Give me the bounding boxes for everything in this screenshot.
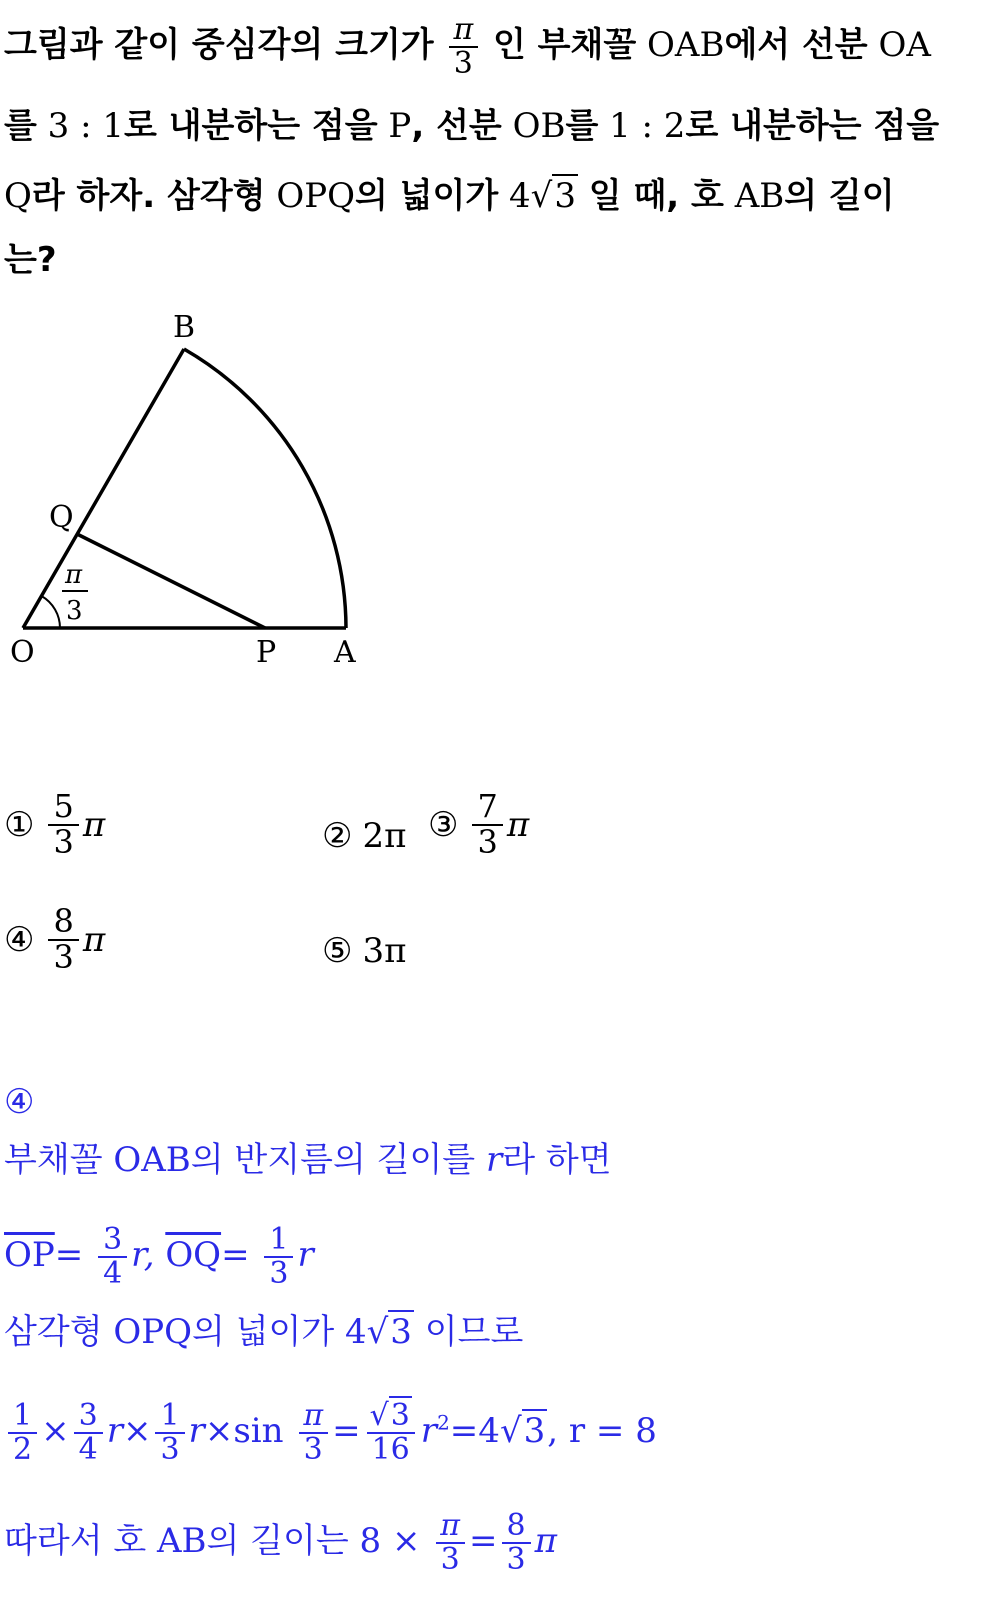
label-Q: Q (49, 500, 74, 535)
problem-line-3: Q라 하자. 삼각형 OPQ의 넓이가 4√3 일 때, 호 AB의 길이 (4, 176, 895, 216)
segment-QP (77, 534, 265, 628)
solution-answer: ④ (4, 1082, 35, 1122)
choice-3[interactable]: ③ $\frac{7}{3}$ π (428, 787, 530, 861)
angle-label-den: 3 (66, 596, 83, 626)
label-O: O (10, 635, 35, 670)
segment-OB (23, 349, 184, 628)
fraction: $\frac{\pi}{3}$ (448, 14, 478, 79)
angle-label-num: π (65, 560, 83, 590)
solution-line-3: 삼각형 OPQ의 넓이가 4√3 이므로 (4, 1312, 524, 1352)
label-B: B (173, 310, 196, 345)
angle-mark (42, 596, 61, 628)
solution-line-5: 따라서 호 AB의 길이는 8 × $\frac{\pi}{3}$ = $\frac{8}{3}$ π (4, 1508, 557, 1577)
solution-line-4: $\frac{1}{2}$ × $\frac{3}{4}$ r× $\frac{1}{3}$ r×sin $\frac{\pi}{3}$ = $\frac{√3}{16}$ $r^2=4√3$, r = 8 (4, 1400, 657, 1465)
problem-text: 그림과 같이 중심각의 크기가 (4, 25, 434, 65)
choice-1[interactable]: ① $\frac{5}{3}$ π (4, 787, 106, 861)
choice-4[interactable]: ④ $\frac{8}{3}$ π (4, 902, 106, 976)
label-A: A (334, 635, 356, 670)
problem-line-2: 를 3 : 1로 내분하는 점을 P, 선분 OB를 1 : 2로 내분하는 점을 (4, 106, 940, 146)
problem-line-4: 는? (4, 240, 57, 280)
problem-line-1: 그림과 같이 중심각의 크기가 $\frac{\pi}{3}$ 인 부채꼴 OAB에서 선분 OA (4, 12, 931, 81)
sqrt: √3 (530, 176, 576, 216)
solution-line-2: $\overline{OP}=$ $\frac{3}{4}$ r, $\overline{OQ}=$ $\frac{1}{3}$ r (4, 1222, 314, 1291)
sector-figure (0, 305, 380, 685)
choice-2[interactable]: ② 2π (322, 816, 407, 856)
choice-5[interactable]: ⑤ 3π (322, 931, 407, 971)
solution-line-1: 부채꼴 OAB의 반지름의 길이를 r라 하면 (4, 1140, 612, 1180)
arc-AB (184, 349, 346, 628)
label-P: P (256, 635, 277, 670)
